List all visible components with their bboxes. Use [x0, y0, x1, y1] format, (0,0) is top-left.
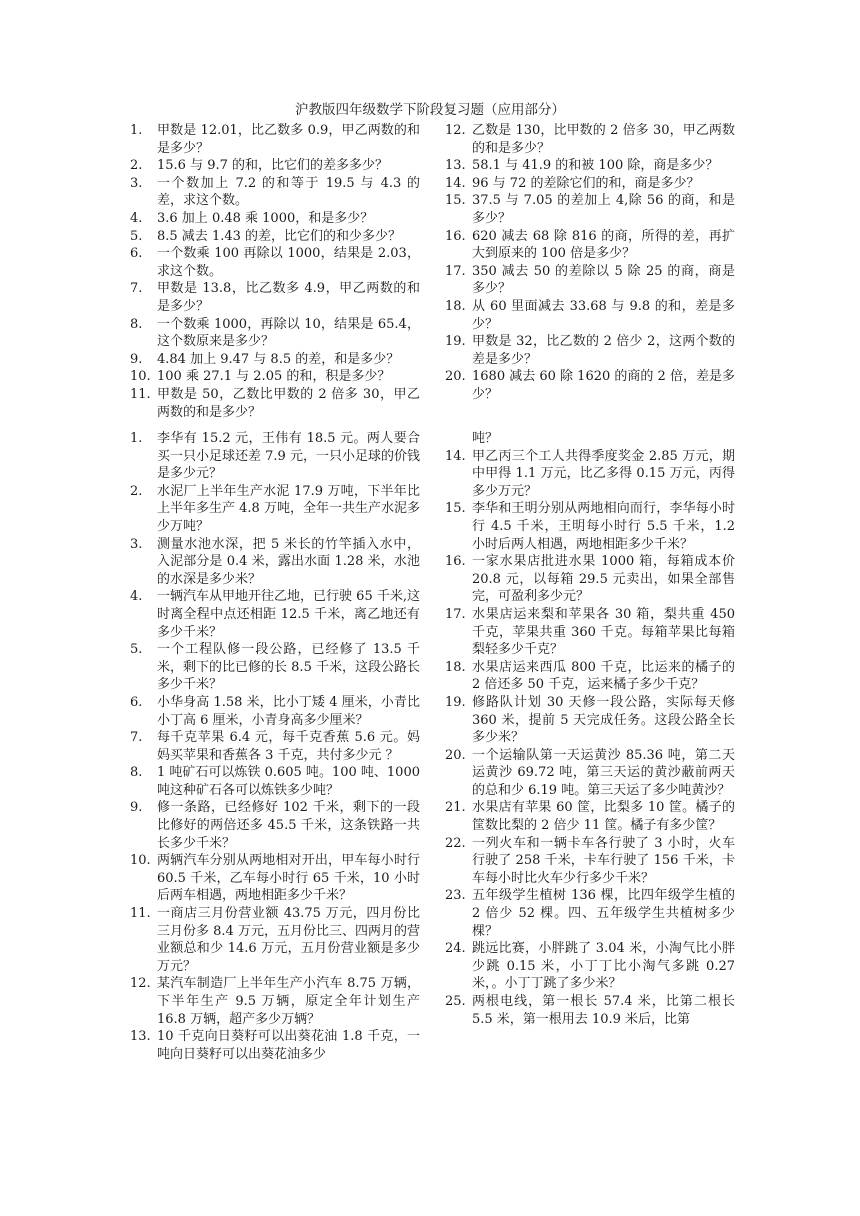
- problem-item: [130, 368, 420, 386]
- problem-text: 甲数是 13.8，比乙数多 4.9，甲乙两数的和是多少？: [157, 281, 420, 314]
- problem-text: 五年级学生植树 136 棵，比四年级学生植的 2 倍少 52 棵。四、五年级学生共植树多少棵？: [472, 888, 735, 939]
- problem-text: 一个数乘 100 再除以 1000，结果是 2.03，求这个数。: [157, 246, 420, 279]
- problem-text: 测量水池水深，把 5 米长的竹竿插入水中，入泥部分是 0.4 米，露出水面 1.28 米，水池的水深是多少米？: [157, 536, 420, 587]
- problem-number: 1.: [130, 123, 143, 138]
- problem-text: 小华身高 1.58 米，比小丁矮 4 厘米，小青比小丁高 6 厘米，小青身高多少厘米？: [157, 694, 420, 728]
- problem-item: [445, 747, 735, 800]
- problem-text: 修路队计划 30 天修一段公路，实际每天修 360 米，提前 5 天完成任务。这段公路全长多少米？: [472, 694, 735, 746]
- problem-text: 1 吨矿石可以炼铁 0.605 吨。100 吨、1000 吨这种矿石各可以炼铁多少吨？: [157, 765, 420, 798]
- problem-text: 8.5 减去 1.43 的差，比它们的和少多少？: [157, 228, 402, 244]
- problem-number: 8.: [130, 316, 143, 332]
- problem-text: 一个数加上 7.2 的和等于 19.5 与 4.3 的差，求这个数。: [157, 175, 420, 209]
- problem-text: 350 减去 50 的差除以 5 除 25 的商，商是多少？: [472, 263, 735, 297]
- problem-item: [445, 940, 735, 993]
- problem-number: 17.: [445, 263, 466, 279]
- problem-item: [445, 263, 735, 298]
- problem-number: 12.: [445, 123, 466, 138]
- problem-item: [445, 157, 735, 175]
- problem-text: 乙数是 130，比甲数的 2 倍多 30，甲乙两数的和是多少？: [472, 123, 735, 156]
- problem-text: 水果店运来西瓜 800 千克，比运来的橘子的 2 倍还多 50 千克，运来橘子多少千克？: [472, 659, 735, 693]
- problem-item: [130, 975, 420, 1028]
- problem-number: 20.: [445, 747, 466, 763]
- problem-number: 12.: [130, 976, 151, 992]
- problem-item: [445, 694, 735, 747]
- section1-left-column: [130, 122, 420, 421]
- problem-item: [445, 368, 735, 403]
- problem-text: 甲数是 12.01，比乙数多 0.9，甲乙两数的和是多少？: [157, 123, 420, 156]
- problem-number: 5.: [130, 642, 143, 658]
- problem-number: 16.: [445, 554, 466, 570]
- problem-text: 96 与 72 的差除它们的和，商是多少？: [472, 175, 700, 191]
- problem-number: 18.: [445, 298, 466, 314]
- problem-item: [130, 122, 420, 157]
- problem-item: [130, 386, 420, 421]
- problem-text: 100 乘 27.1 与 2.05 的和，积是多少？: [157, 369, 391, 385]
- problem-number: 22.: [445, 835, 466, 851]
- problem-item: [130, 905, 420, 975]
- problem-number: 13.: [445, 158, 466, 174]
- problem-number: 2.: [130, 483, 143, 499]
- problem-number: 16.: [445, 228, 466, 244]
- problem-item: [445, 993, 735, 1028]
- problem-text: 甲数是 32，比乙数的 2 倍少 2，这两个数的差是多少？: [472, 334, 735, 367]
- problem-number: 24.: [445, 941, 466, 957]
- problem-item: [130, 175, 420, 210]
- problem-number: 15.: [445, 501, 466, 517]
- problem-item: [445, 192, 735, 227]
- problem-text: 一商店三月份营业额 43.75 万元，四月份比三月份多 8.4 万元，五月份比三、四两月的营业额总和少 14.6 万元，五月份营业额是多少万元？: [157, 906, 420, 974]
- problem-text: 两根电线，第一根长 57.4 米，比第二根长 5.5 米，第一根用去 10.9 米后，比第: [472, 994, 735, 1027]
- problem-number: 2.: [130, 158, 143, 174]
- problem-item: [445, 887, 735, 940]
- problem-item: [130, 588, 420, 641]
- problem-text: 一个工程队修一段公路，已经修了 13.5 千米，剩下的比已修的长 8.5 千米，这段公路长多少千米？: [157, 642, 420, 693]
- problem-item: [445, 606, 735, 659]
- problem-item: [445, 122, 735, 157]
- problem-number: 21.: [445, 800, 466, 816]
- problem-text: 某汽车制造厂上半年生产小汽车 8.75 万辆，下半年生产 9.5 万辆，原定全年计划生产 16.8 万辆，超产多少万辆？: [157, 976, 420, 1027]
- problem-number: 10.: [130, 369, 151, 385]
- problem-text: 跳远比赛，小胖跳了 3.04 米，小淘气比小胖少跳 0.15 米，小丁丁比小淘气多跳 0.27 米，。小丁丁跳了多少米？: [472, 941, 735, 992]
- problem-item: [445, 228, 735, 263]
- problem-number: 19.: [445, 334, 466, 350]
- problem-item: [130, 157, 420, 175]
- problem-number: 11.: [130, 906, 151, 922]
- problem-number: 7.: [130, 730, 143, 746]
- problem-text: 修一条路，已经修好 102 千米，剩下的一段比修好的两倍还多 45.5 千米，这条铁路一共长多少千米？: [157, 800, 420, 851]
- problem-number: 5.: [130, 228, 143, 244]
- problem-number: 18.: [445, 659, 466, 675]
- section1-right-column: [445, 122, 735, 404]
- problem-number: 13.: [130, 1029, 151, 1045]
- problem-text: 水果店运来梨和苹果各 30 箱，梨共重 450 千克，苹果共重 360 千克。每箱苹果比每箱梨轻多少千克？: [472, 606, 735, 658]
- problem-text: 37.5 与 7.05 的差加上 4,除 56 的商，和是多少？: [472, 193, 735, 226]
- problem-number: 25.: [445, 994, 466, 1009]
- section2-left-column: [130, 430, 420, 1063]
- problem-number: 4.: [130, 210, 143, 226]
- problem-text: 58.1 与 41.9 的和被 100 除，商是多少？: [472, 158, 719, 174]
- problem-text: 甲数是 50，乙数比甲数的 2 倍多 30，甲乙两数的和是多少？: [157, 386, 420, 420]
- continuation-text: 吨？: [472, 431, 499, 446]
- problem-item: [445, 448, 735, 501]
- problem-text: 李华和王明分别从两地相向而行，李华每小时行 4.5 千米，王明每小时行 5.5 千米，1.2 小时后两人相遇，两地相距多少千米？: [472, 501, 735, 552]
- problem-text: 从 60 里面减去 33.68 与 9.8 的和，差是多少？: [472, 298, 735, 332]
- problem-text: 一列火车和一辆卡车各行驶了 3 小时，火车行驶了 258 千米，卡车行驶了 156 千米，卡车每小时比火车少行多少千米？: [472, 835, 735, 886]
- problem-item: [445, 333, 735, 368]
- problem-number: 11.: [130, 386, 151, 402]
- problem-number: 4.: [130, 589, 143, 605]
- problem-text: 一个数乘 1000，再除以 10，结果是 65.4，这个数原来是多少？: [157, 316, 420, 350]
- problem-number: 10.: [130, 853, 151, 869]
- problem-text: 一家水果店批进水果 1000 箱，每箱成本价 20.8 元，以每箱 29.5 元卖出，如果全部售完，可盈利多少元？: [472, 554, 735, 605]
- problem-item: [130, 729, 420, 764]
- problem-number: 9.: [130, 800, 143, 816]
- problem-number: 14.: [445, 448, 466, 464]
- problem-number: 1.: [130, 431, 143, 446]
- problem-item: [445, 500, 735, 553]
- problem-item: [130, 210, 420, 228]
- problem-number: 17.: [445, 606, 466, 622]
- problem-item: [130, 483, 420, 536]
- problem-number: 3.: [130, 536, 143, 552]
- problem-item: [445, 659, 735, 694]
- problem-number: 8.: [130, 765, 143, 781]
- problem-text: 李华有 15.2 元，王伟有 18.5 元。两人要合买一只小足球还差 7.9 元，一只小足球的价钱是多少元？: [157, 431, 420, 482]
- problem-text: 水果店有苹果 60 筐，比梨多 10 筐。橘子的筐数比梨的 2 倍少 11 筐。橘子有多少筐？: [472, 800, 735, 834]
- problem-item: [130, 694, 420, 729]
- problem-text: 两辆汽车分别从两地相对开出，甲车每小时行 60.5 千米，乙车每小时行 65 千米，10 小时后两车相遇，两地相距多少千米？: [157, 853, 420, 904]
- problem-text: 一辆汽车从甲地开往乙地，已行驶 65 千米,这时离全程中点还相距 12.5 千米，离乙地还有多少千米？: [157, 589, 420, 640]
- problem-item: [445, 175, 735, 193]
- problem-text: 水泥厂上半年生产水泥 17.9 万吨，下半年比上半年多生产 4.8 万吨，全年一共生产水泥多少万吨？: [157, 483, 420, 534]
- problem-item: [130, 280, 420, 315]
- problem-text: 每千克苹果 6.4 元，每千克香蕉 5.6 元。妈妈买苹果和香蕉各 3 千克，共付多少元 ？: [157, 730, 420, 763]
- problem-text: 1680 减去 60 除 1620 的商的 2 倍，差是多少？: [472, 369, 735, 402]
- problem-number: 15.: [445, 193, 466, 209]
- problem-number: 6.: [130, 246, 143, 262]
- problem-item: [130, 430, 420, 483]
- problem-text: 10 千克向日葵籽可以出葵花油 1.8 千克，一吨向日葵籽可以出葵花油多少: [157, 1029, 420, 1062]
- problem-number: 23.: [445, 888, 466, 904]
- problem-number: 3.: [130, 175, 143, 191]
- problem-item: [130, 316, 420, 351]
- problem-item: [130, 764, 420, 799]
- problem-text: 620 减去 68 除 816 的商，所得的差，再扩大到原来的 100 倍是多少？: [472, 228, 735, 262]
- problem-item: [445, 553, 735, 606]
- problem-number: 7.: [130, 281, 143, 297]
- problem-number: 20.: [445, 369, 466, 385]
- problem-text: 3.6 加上 0.48 乘 1000，和是多少？: [157, 210, 374, 226]
- problem-number: 9.: [130, 351, 143, 367]
- problem-item: [445, 799, 735, 834]
- page-title: 沪教版四年级数学下阶段复习题（应用部分）: [295, 102, 565, 118]
- problem-item: [130, 1028, 420, 1063]
- problem-text: 甲乙丙三个工人共得季度奖金 2.85 万元，期中甲得 1.1 万元，比乙多得 0.15 万元，丙得多少万元？: [472, 448, 735, 499]
- problem-number: 6.: [130, 694, 143, 710]
- problem-item: [445, 835, 735, 888]
- problem-item: [130, 641, 420, 694]
- problem-item: [130, 852, 420, 905]
- problem-item: [130, 536, 420, 589]
- problem-item: [130, 351, 420, 369]
- problem-number: 19.: [445, 694, 466, 710]
- problem-number: 14.: [445, 175, 466, 191]
- problem-item: [130, 799, 420, 852]
- problem-text: 4.84 加上 9.47 与 8.5 的差，和是多少？: [157, 351, 400, 367]
- problem-item: [130, 245, 420, 280]
- problem-item: [445, 298, 735, 333]
- problem-text: 一个运输队第一天运黄沙 85.36 吨，第二天运黄沙 69.72 吨，第三天运的黄沙蔽前两天的总和少 6.19 吨。第三天运了多少吨黄沙？: [472, 747, 735, 798]
- problem-text: 15.6 与 9.7 的和，比它们的差多多少？: [157, 158, 389, 174]
- section2-right-column: [445, 430, 735, 1028]
- problem-item: [130, 228, 420, 246]
